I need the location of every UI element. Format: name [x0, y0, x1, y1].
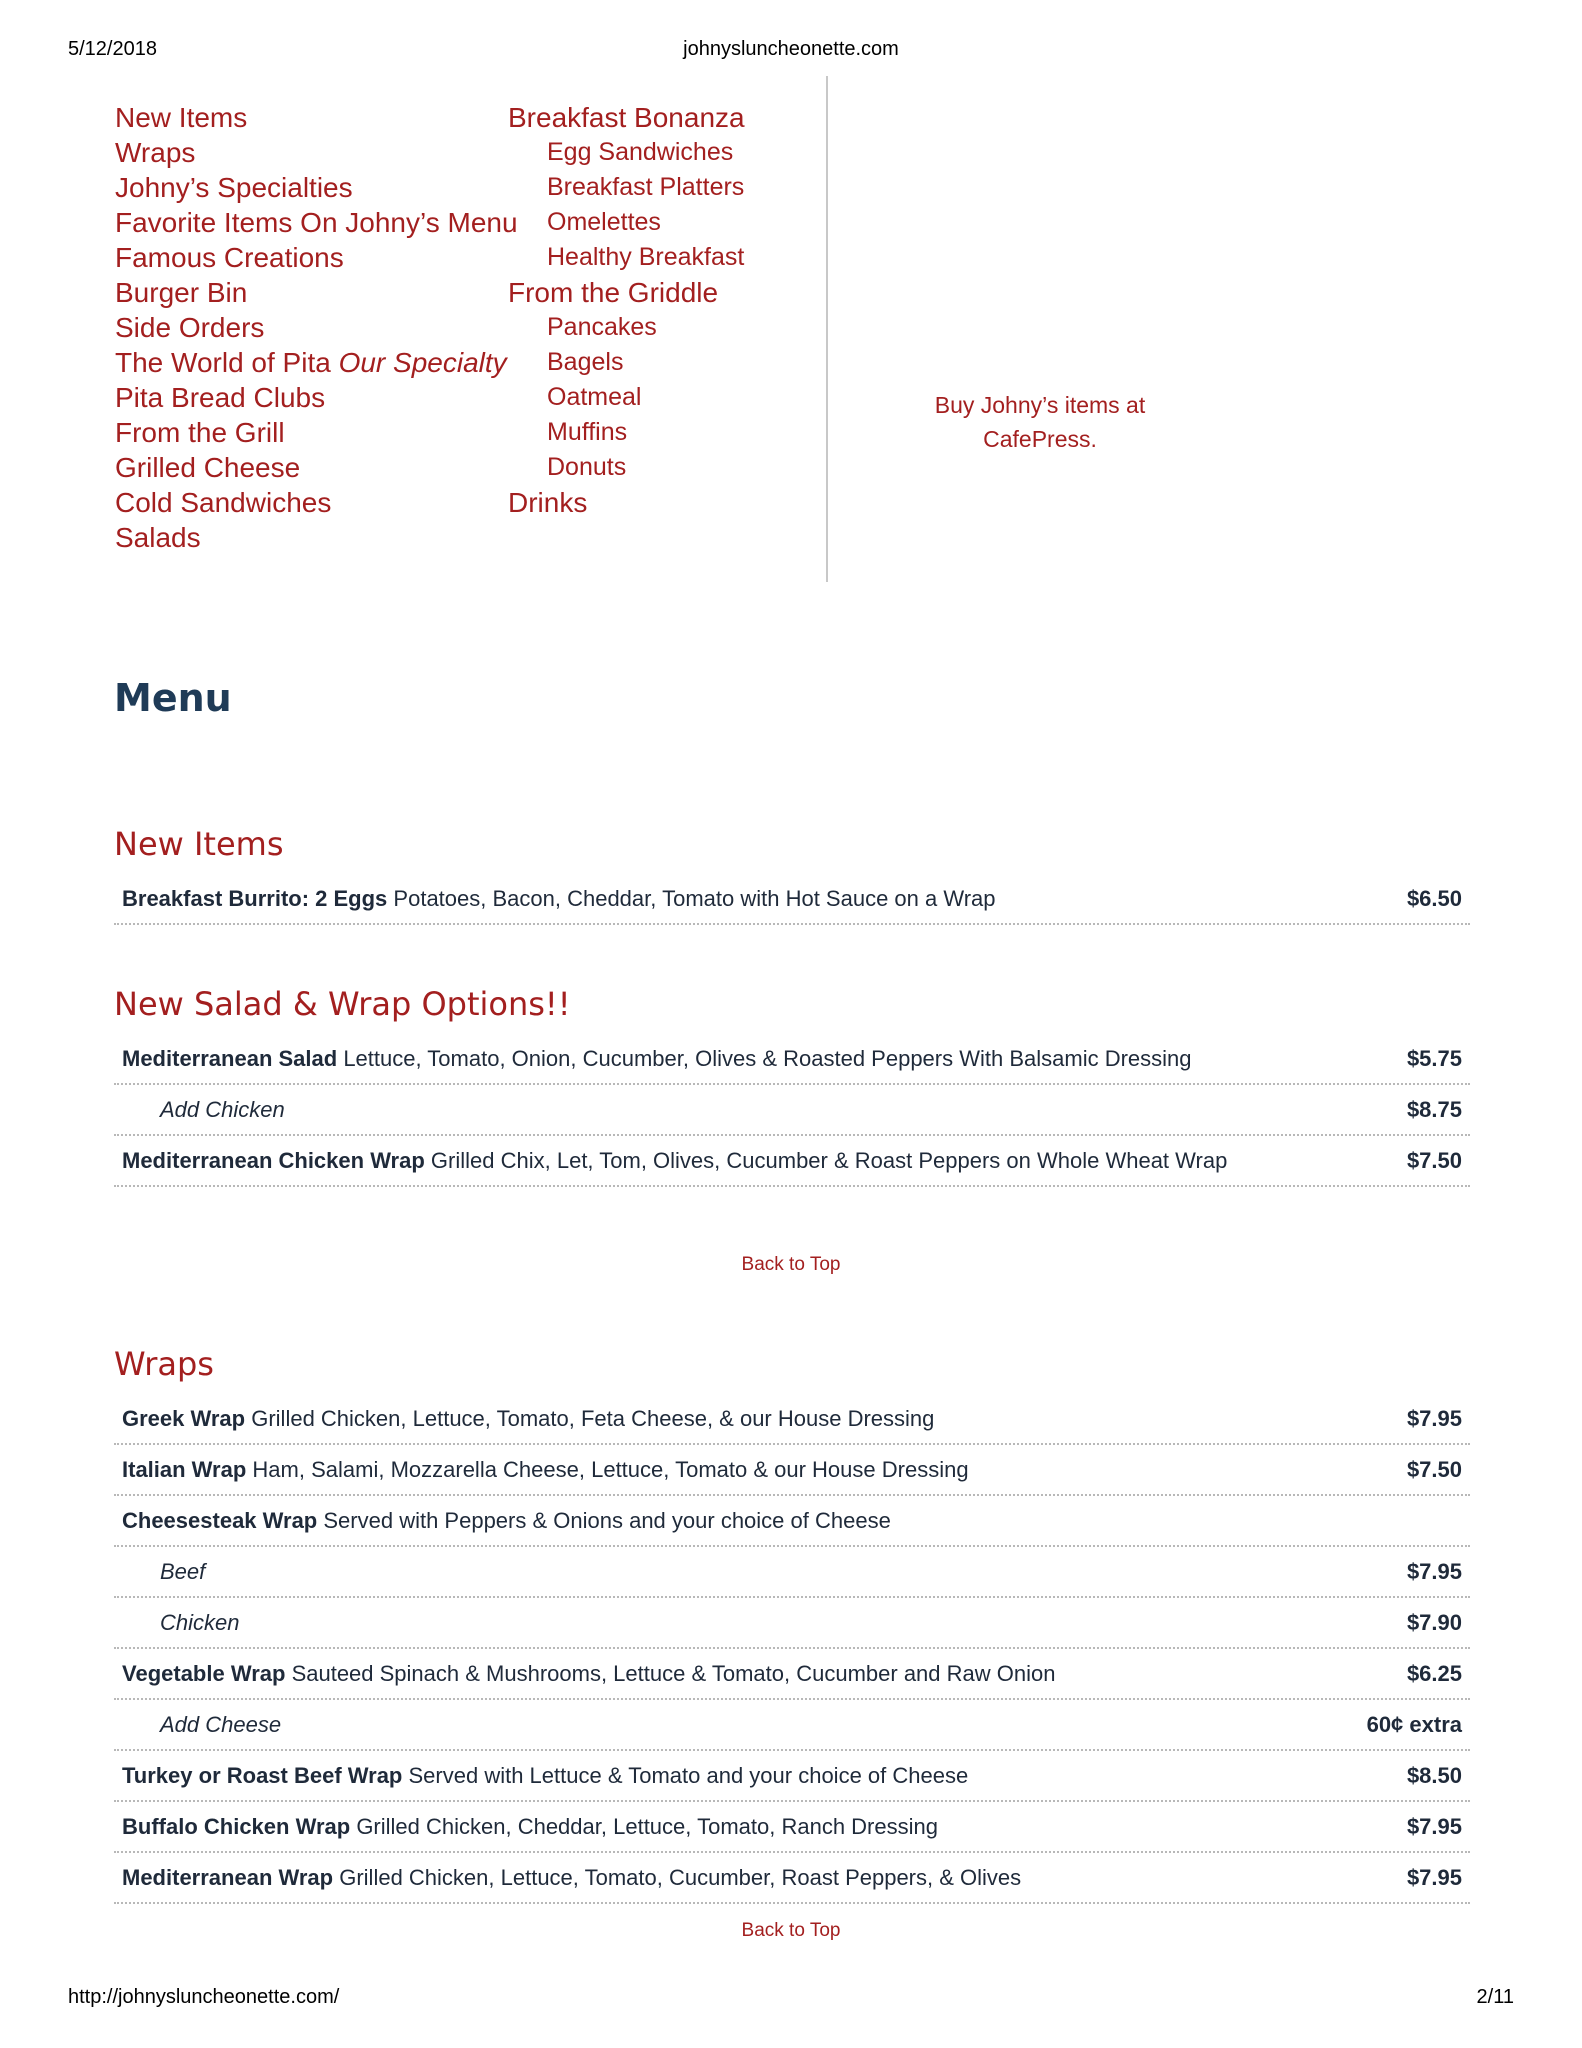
item-description: [122, 1751, 968, 1800]
nav-link-donuts[interactable]: Donuts: [547, 453, 627, 481]
item-price: $7.95: [1406, 1559, 1462, 1584]
nav-link-bagels[interactable]: Bagels: [547, 348, 624, 376]
nav-link-breakfast-platters[interactable]: Breakfast Platters: [547, 173, 745, 201]
item-name: Greek Wrap: [122, 1406, 246, 1431]
item-detail: Served with Lettuce & Tomato and your choice of Cheese: [408, 1763, 969, 1788]
menu-row: [114, 1034, 1470, 1085]
item-price: $7.95: [1406, 1406, 1462, 1431]
item-name: Breakfast Burrito: 2 Eggs: [122, 886, 388, 911]
item-detail: Served with Peppers & Onions and your choice of Cheese: [323, 1508, 891, 1533]
menu-row-option: [114, 1085, 1470, 1136]
section-new-salad-wrap: [114, 974, 1470, 1187]
item-detail: Sauteed Spinach & Mushrooms, Lettuce & Tomato, Cucumber and Raw Onion: [291, 1661, 1056, 1686]
item-price: $7.50: [1406, 1457, 1462, 1482]
item-name: Cheesesteak Wrap: [122, 1508, 318, 1533]
menu-row: [114, 1445, 1470, 1496]
item-detail: Grilled Chicken, Cheddar, Lettuce, Tomato, Ranch Dressing: [356, 1814, 938, 1839]
nav-link-muffins[interactable]: Muffins: [547, 418, 628, 446]
nav-link-breakfast-bonanza[interactable]: Breakfast Bonanza: [508, 102, 745, 133]
nav-link-grilled-cheese[interactable]: Grilled Cheese: [115, 452, 301, 483]
item-price: $8.75: [1406, 1097, 1462, 1122]
menu-row-option: [114, 1700, 1470, 1751]
nav-link-favorite-items[interactable]: Favorite Items On Johny’s Menu: [115, 207, 518, 238]
nav-link-oatmeal[interactable]: Oatmeal: [547, 383, 642, 411]
nav-link-cold-sandwiches[interactable]: Cold Sandwiches: [115, 487, 332, 518]
item-name: Buffalo Chicken Wrap: [122, 1814, 351, 1839]
item-description: [122, 1394, 934, 1443]
item-price: $7.90: [1406, 1610, 1462, 1635]
item-price: $6.25: [1406, 1661, 1462, 1686]
item-price: $7.95: [1406, 1865, 1462, 1890]
menu-row: [114, 1394, 1470, 1445]
item-name: Turkey or Roast Beef Wrap: [122, 1763, 403, 1788]
print-date: 5/12/2018: [68, 38, 157, 60]
nav-link-burger-bin[interactable]: Burger Bin: [115, 277, 248, 308]
item-name: Mediterranean Wrap: [122, 1865, 334, 1890]
item-price: $6.50: [1406, 886, 1462, 911]
nav-column-left: [115, 100, 518, 555]
option-name: Add Cheese: [160, 1712, 282, 1737]
item-detail: Potatoes, Bacon, Cheddar, Tomato with Hot Sauce on a Wrap: [393, 886, 996, 911]
menu-row-option: [114, 1547, 1470, 1598]
nav-link-egg-sandwiches[interactable]: Egg Sandwiches: [547, 138, 734, 166]
nav-link-omelettes[interactable]: Omelettes: [547, 208, 661, 236]
section-wraps: [114, 1334, 1470, 1904]
nav-link-world-of-pita-label: The World of Pita: [115, 347, 331, 378]
item-description: [122, 1034, 1192, 1083]
menu-navigation: [115, 100, 1485, 580]
nav-link-wraps[interactable]: Wraps: [115, 137, 196, 168]
item-detail: Lettuce, Tomato, Onion, Cucumber, Olives & Roasted Peppers With Balsamic Dressing: [343, 1046, 1192, 1071]
menu-row: [114, 1496, 1470, 1547]
print-header: [68, 38, 1514, 64]
item-price: 60¢ extra: [1366, 1712, 1462, 1737]
section-title: New Salad & Wrap Options!!: [114, 985, 571, 1023]
page-title: Menu: [114, 676, 232, 720]
item-name: Mediterranean Salad: [122, 1046, 338, 1071]
menu-row: [114, 1136, 1470, 1187]
nav-divider: [826, 76, 828, 582]
section-title: Wraps: [114, 1345, 214, 1383]
menu-row: [114, 1751, 1470, 1802]
option-name: Beef: [160, 1559, 206, 1584]
nav-link-world-of-pita[interactable]: [115, 345, 518, 380]
item-price: $7.95: [1406, 1814, 1462, 1839]
option-name: Add Chicken: [160, 1097, 285, 1122]
menu-row: [114, 1853, 1470, 1904]
menu-row: [114, 874, 1470, 925]
option-name: Chicken: [160, 1610, 240, 1635]
item-detail: Grilled Chicken, Lettuce, Tomato, Feta Cheese, & our House Dressing: [251, 1406, 935, 1431]
item-price: $7.50: [1406, 1148, 1462, 1173]
cafepress-line-1: Buy Johny’s items at: [934, 392, 1146, 418]
item-detail: Ham, Salami, Mozzarella Cheese, Lettuce, Tomato & our House Dressing: [252, 1457, 969, 1482]
item-description: [122, 1445, 969, 1494]
nav-link-pita-bread-clubs[interactable]: Pita Bread Clubs: [115, 382, 326, 413]
back-to-top-link[interactable]: Back to Top: [741, 1920, 841, 1941]
item-description: [122, 874, 996, 923]
nav-link-pancakes[interactable]: Pancakes: [547, 313, 657, 341]
item-description: [122, 1802, 938, 1851]
cafepress-link[interactable]: [915, 388, 1165, 456]
nav-link-side-orders[interactable]: Side Orders: [115, 312, 265, 343]
item-detail: Grilled Chix, Let, Tom, Olives, Cucumber & Roast Peppers on Whole Wheat Wrap: [430, 1148, 1228, 1173]
item-name: Vegetable Wrap: [122, 1661, 286, 1686]
nav-link-new-items[interactable]: New Items: [115, 102, 248, 133]
item-price: $5.75: [1406, 1046, 1462, 1071]
print-page-number: 2/11: [1476, 1986, 1514, 2008]
item-name: Italian Wrap: [122, 1457, 247, 1482]
nav-link-from-the-griddle[interactable]: From the Griddle: [508, 277, 719, 308]
section-new-items: [114, 814, 1470, 925]
nav-link-johnys-specialties[interactable]: Johny’s Specialties: [115, 172, 353, 203]
nav-link-from-the-grill[interactable]: From the Grill: [115, 417, 285, 448]
nav-link-salads[interactable]: Salads: [115, 522, 201, 553]
menu-row-option: [114, 1598, 1470, 1649]
nav-column-right: [508, 100, 745, 520]
nav-link-healthy-breakfast[interactable]: Healthy Breakfast: [547, 243, 745, 271]
menu-row: [114, 1802, 1470, 1853]
print-url: http://johnysluncheonette.com/: [68, 1986, 340, 2008]
item-description: [122, 1136, 1227, 1185]
back-to-top-link[interactable]: Back to Top: [741, 1254, 841, 1275]
item-name: Mediterranean Chicken Wrap: [122, 1148, 425, 1173]
item-description: [122, 1496, 891, 1545]
cafepress-line-2: CafePress.: [983, 426, 1097, 452]
nav-link-pita-specialty: Our Specialty: [338, 347, 507, 378]
section-title: New Items: [114, 825, 284, 863]
print-footer: [68, 1986, 1514, 2012]
nav-link-famous-creations[interactable]: Famous Creations: [115, 242, 344, 273]
item-detail: Grilled Chicken, Lettuce, Tomato, Cucumber, Roast Peppers, & Olives: [339, 1865, 1022, 1890]
item-description: [122, 1853, 1021, 1902]
nav-link-drinks[interactable]: Drinks: [508, 487, 588, 518]
item-price: $8.50: [1406, 1763, 1462, 1788]
item-description: [122, 1649, 1055, 1698]
menu-row: [114, 1649, 1470, 1700]
print-site: johnysluncheonette.com: [683, 38, 899, 60]
